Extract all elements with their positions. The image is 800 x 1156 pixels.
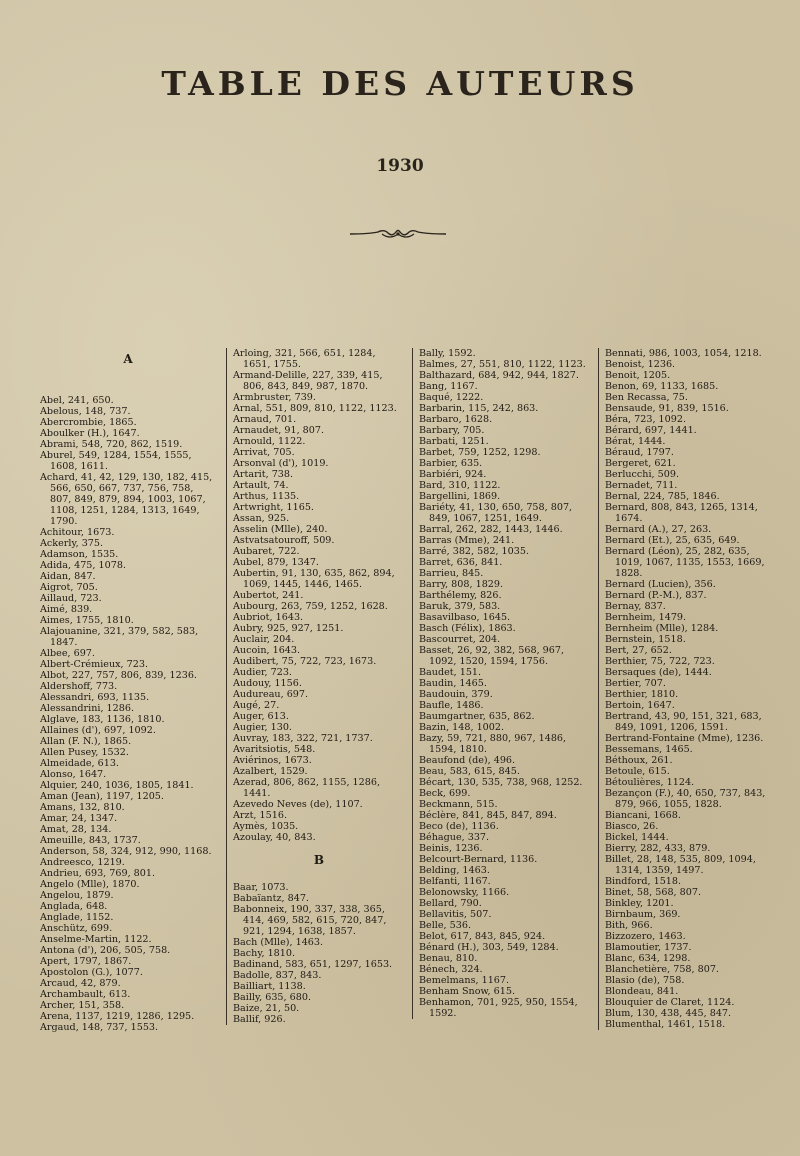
index-entry: Barbet, 759, 1252, 1298. (419, 447, 541, 458)
index-entry: Bellavitis, 507. (419, 909, 492, 920)
index-entry: Barbati, 1251. (419, 436, 489, 447)
index-entry: Amans, 132, 810. (40, 802, 125, 813)
index-entry: Abel, 241, 650. (40, 395, 114, 406)
index-entry: Barry, 808, 1829. (419, 579, 504, 590)
index-entry: Auger, 613. (233, 711, 289, 722)
index-entry: Berthier, 75, 722, 723. (605, 656, 715, 667)
index-entry: Barbary, 705. (419, 425, 485, 436)
index-entry: Basset, 26, 92, 382, 568, 967, 1092, 1520, 1594, 1756. (419, 645, 565, 667)
index-entry: Blondeau, 841. (605, 986, 679, 997)
index-entry: Baize, 21, 50. (233, 1003, 300, 1014)
index-entry: Arnaud, 701. (233, 414, 297, 425)
index-entry: Bernard, 808, 843, 1265, 1314, 1674. (605, 502, 758, 524)
index-entry: Blouquier de Claret, 1124. (605, 997, 735, 1008)
index-entry: Bertoin, 1647. (605, 700, 675, 711)
index-entry: Bemelmans, 1167. (419, 975, 510, 986)
index-entry: Beau, 583, 615, 845. (419, 766, 520, 777)
index-entry: Baqué, 1222. (419, 392, 484, 403)
index-entry: Aubel, 879, 1347. (233, 557, 319, 568)
index-entry: Betoule, 615. (605, 766, 670, 777)
index-entry: Barbier, 635. (419, 458, 483, 469)
index-entry: Argaud, 148, 737, 1553. (40, 1022, 159, 1033)
index-entry: Aburel, 549, 1284, 1554, 1555, 1608, 1611. (40, 450, 192, 472)
index-entry: Alessandri, 693, 1135. (40, 692, 150, 703)
index-entry: Amar, 24, 1347. (40, 813, 118, 824)
page-title: TABLE DES AUTEURS (161, 64, 639, 103)
index-entry: Aillaud, 723. (40, 593, 102, 604)
index-entry: Assan, 925. (233, 513, 290, 524)
index-entry: Babaïantz, 847. (233, 893, 309, 904)
index-entry: Aubertot, 241. (233, 590, 304, 601)
index-entry: Bernay, 837. (605, 601, 666, 612)
index-entry: Abercrombie, 1865. (40, 417, 137, 428)
index-entry: Aubaret, 722. (233, 546, 300, 557)
index-entry: Bailly, 635, 680. (233, 992, 311, 1003)
index-entry: Barbiéri, 924. (419, 469, 487, 480)
index-entry: Audibert, 75, 722, 723, 1673. (233, 656, 377, 667)
index-entry: Abelous, 148, 737. (40, 406, 131, 417)
index-column-3 (412, 348, 591, 1019)
index-entry: Alglave, 183, 1136, 1810. (40, 714, 165, 725)
index-entry: Bessemans, 1465. (605, 744, 693, 755)
index-entry: Aubourg, 263, 759, 1252, 1628. (233, 601, 388, 612)
index-entry: Arena, 1137, 1219, 1286, 1295. (40, 1011, 195, 1022)
index-entry: Bernard (Lucien), 356. (605, 579, 716, 590)
index-entry: Bang, 1167. (419, 381, 478, 392)
index-entry: Arloing, 321, 566, 651, 1284, 1651, 1755. (233, 348, 376, 370)
index-entry: Arnould, 1122. (233, 436, 306, 447)
index-entry: Aviérinos, 1673. (233, 755, 312, 766)
index-column-1 (40, 348, 216, 1033)
index-entry: Blumenthal, 1461, 1518. (605, 1019, 726, 1030)
index-entry: Aman (Jean), 1197, 1205. (40, 791, 164, 802)
index-entry: Bernard (Et.), 25, 635, 649. (605, 535, 740, 546)
index-entry: Adamson, 1535. (40, 549, 119, 560)
index-entry: Barré, 382, 582, 1035. (419, 546, 530, 557)
index-entry: Bard, 310, 1122. (419, 480, 501, 491)
index-entry: Bécart, 130, 535, 738, 968, 1252. (419, 777, 583, 788)
index-entry: Albot, 227, 757, 806, 839, 1236. (40, 670, 197, 681)
index-entry: Augier, 130. (233, 722, 292, 733)
index-entry: Bénard (H.), 303, 549, 1284. (419, 942, 559, 953)
index-entry: Archambault, 613. (40, 989, 131, 1000)
index-entry: Alquier, 240, 1036, 1805, 1841. (40, 780, 194, 791)
index-entry: Aymès, 1035. (233, 821, 299, 832)
index-entry: Bach (Mlle), 1463. (233, 937, 324, 948)
index-entry: Birnbaum, 369. (605, 909, 681, 920)
index-entry: Anglade, 1152. (40, 912, 114, 923)
index-entry: Baufle, 1486. (419, 700, 484, 711)
index-entry: Béra, 723, 1092. (605, 414, 687, 425)
index-entry: Bérard, 697, 1441. (605, 425, 697, 436)
index-entry: Arrivat, 705. (233, 447, 295, 458)
index-entry: Balthazard, 684, 942, 944, 1827. (419, 370, 579, 381)
index-entry: Adida, 475, 1078. (40, 560, 126, 571)
index-entry: Arcaud, 42, 879. (40, 978, 121, 989)
index-entry: Berthier, 1810. (605, 689, 679, 700)
section-letter: A (123, 352, 133, 366)
index-entry: Bernard (A.), 27, 263. (605, 524, 712, 535)
index-entry: Bally, 1592. (419, 348, 476, 359)
index-entry: Béthoux, 261. (605, 755, 673, 766)
index-entry: Bailliart, 1138. (233, 981, 306, 992)
index-column-4 (598, 348, 779, 1030)
index-entry: Baruk, 379, 583. (419, 601, 501, 612)
index-entry: Artwright, 1165. (233, 502, 314, 513)
index-entry: Baudet, 151. (419, 667, 482, 678)
index-entry: Abrami, 548, 720, 862, 1519. (40, 439, 183, 450)
index-entry: Barbarin, 115, 242, 863. (419, 403, 539, 414)
index-entry: Angelou, 1879. (40, 890, 114, 901)
index-entry: Belcourt-Bernard, 1136. (419, 854, 538, 865)
index-entry: Bernadet, 711. (605, 480, 678, 491)
index-entry: Apert, 1797, 1867. (40, 956, 132, 967)
index-entry: Bazin, 148, 1002. (419, 722, 505, 733)
flourish-ornament-icon (348, 226, 448, 242)
index-entry: Antona (d'), 206, 505, 758. (40, 945, 171, 956)
index-entry: Blasio (de), 758. (605, 975, 685, 986)
year-heading: 1930 (376, 156, 424, 176)
index-entry: Balmes, 27, 551, 810, 1122, 1123. (419, 359, 586, 370)
index-entry: Arthus, 1135. (233, 491, 300, 502)
index-entry: Bizzozero, 1463. (605, 931, 686, 942)
index-entry: Blanc, 634, 1298. (605, 953, 691, 964)
index-entry: Bezançon (F.), 40, 650, 737, 843, 879, 966, 1055, 1828. (605, 788, 766, 810)
index-entry: Azerad, 806, 862, 1155, 1286, 1441. (233, 777, 381, 799)
index-entry: Billet, 28, 148, 535, 809, 1094, 1314, 1359, 1497. (605, 854, 756, 876)
index-entry: Andreesco, 1219. (40, 857, 125, 868)
index-entry: Barrieu, 845. (419, 568, 484, 579)
index-entry: Avaritsiotis, 548. (233, 744, 316, 755)
index-entry: Asselin (Mlle), 240. (233, 524, 328, 535)
index-entry: Binet, 58, 568, 807. (605, 887, 702, 898)
index-entry: Aubry, 925, 927, 1251. (233, 623, 344, 634)
index-entry: Audureau, 697. (233, 689, 309, 700)
index-entry: Almeidade, 613. (40, 758, 119, 769)
index-entry: Belot, 617, 843, 845, 924. (419, 931, 546, 942)
index-entry: Béhague, 337. (419, 832, 490, 843)
index-entry: Benau, 810. (419, 953, 478, 964)
index-entry: Aboulker (H.), 1647. (40, 428, 140, 439)
index-entry: Bergeret, 621. (605, 458, 676, 469)
index-entry: Berlucchi, 509. (605, 469, 680, 480)
index-entry: Bétoulières, 1124. (605, 777, 695, 788)
index-entry: Bernstein, 1518. (605, 634, 686, 645)
index-entry: Bascourret, 204. (419, 634, 501, 645)
index-entry: Bernal, 224, 785, 1846. (605, 491, 720, 502)
index-entry: Béraud, 1797. (605, 447, 674, 458)
index-entry: Bazy, 59, 721, 880, 967, 1486, 1594, 1810. (419, 733, 567, 755)
index-entry: Achard, 41, 42, 129, 130, 182, 415, 566, 650, 667, 737, 756, 758, 807, 849, 879, 894, 1003, 1067, 1108, 1251, 1284, 1313, 1649, 1790. (40, 472, 213, 527)
index-entry: Barral, 262, 282, 1443, 1446. (419, 524, 563, 535)
index-entry: Ackerly, 375. (40, 538, 104, 549)
index-entry: Aldershoff, 773. (40, 681, 118, 692)
index-entry: Biancani, 1668. (605, 810, 681, 821)
index-entry: Belfanti, 1167. (419, 876, 491, 887)
index-entry: Baudin, 1465. (419, 678, 487, 689)
index-entry: Beaufond (de), 496. (419, 755, 516, 766)
index-entry: Allaines (d'), 697, 1092. (40, 725, 156, 736)
index-entry: Aubertin, 91, 130, 635, 862, 894, 1069, 1445, 1446, 1465. (233, 568, 395, 590)
index-entry: Achitour, 1673. (40, 527, 115, 538)
index-entry: Albert-Crémieux, 723. (40, 659, 148, 670)
index-entry: Artarit, 738. (233, 469, 294, 480)
index-entry: Anderson, 58, 324, 912, 990, 1168. (40, 846, 212, 857)
index-entry: Angelo (Mlle), 1870. (40, 879, 140, 890)
index-entry: Babonneix, 190, 337, 338, 365, 414, 469, 582, 615, 720, 847, 921, 1294, 1638, 1857. (233, 904, 387, 937)
index-entry: Baudouin, 379. (419, 689, 493, 700)
index-entry: Artault, 74. (233, 480, 289, 491)
index-entry: Bariéty, 41, 130, 650, 758, 807, 849, 1067, 1251, 1649. (419, 502, 573, 524)
index-entry: Bargellini, 1869. (419, 491, 501, 502)
author-index (40, 348, 780, 1108)
index-entry: Amat, 28, 134. (40, 824, 112, 835)
index-entry: Bindford, 1518. (605, 876, 682, 887)
index-entry: Belonowsky, 1166. (419, 887, 510, 898)
index-entry: Alajouanine, 321, 379, 582, 583, 1847. (40, 626, 199, 648)
index-entry: Biasco, 26. (605, 821, 659, 832)
index-entry: Alonso, 1647. (40, 769, 107, 780)
index-entry: Bickel, 1444. (605, 832, 669, 843)
index-entry: Blanchetière, 758, 807. (605, 964, 719, 975)
index-entry: Bertrand-Fontaine (Mme), 1236. (605, 733, 764, 744)
index-entry: Archer, 151, 358. (40, 1000, 125, 1011)
index-entry: Bersaques (de), 1444. (605, 667, 712, 678)
index-entry: Beinis, 1236. (419, 843, 483, 854)
index-entry: Benoit, 1205. (605, 370, 671, 381)
index-entry: Bertrand, 43, 90, 151, 321, 683, 849, 1091, 1206, 1591. (605, 711, 762, 733)
index-entry: Binkley, 1201. (605, 898, 674, 909)
index-entry: Allan (F. N.), 1865. (40, 736, 132, 747)
index-entry: Bénech, 324. (419, 964, 483, 975)
index-entry: Anschütz, 699. (40, 923, 113, 934)
index-entry: Bith, 966. (605, 920, 653, 931)
index-entry: Arnaudet, 91, 807. (233, 425, 325, 436)
index-entry: Bertier, 707. (605, 678, 666, 689)
index-entry: Ballif, 926. (233, 1014, 286, 1025)
index-entry: Baar, 1073. (233, 882, 289, 893)
index-entry: Allen Pusey, 1532. (40, 747, 129, 758)
index-entry: Basch (Félix), 1863. (419, 623, 516, 634)
index-entry: Benon, 69, 1133, 1685. (605, 381, 719, 392)
index-entry: Ben Recassa, 75. (605, 392, 688, 403)
index-entry: Azalbert, 1529. (233, 766, 308, 777)
index-entry: Aigrot, 705. (40, 582, 98, 593)
section-letter: B (313, 853, 325, 867)
index-entry: Bierry, 282, 433, 879. (605, 843, 711, 854)
index-entry: Barras (Mme), 241. (419, 535, 515, 546)
index-entry: Bernard (Léon), 25, 282, 635, 1019, 1067, 1135, 1553, 1669, 1828. (605, 546, 765, 579)
index-entry: Bennati, 986, 1003, 1054, 1218. (605, 348, 762, 359)
index-entry: Aubriot, 1643. (233, 612, 304, 623)
index-entry: Aimé, 839. (40, 604, 93, 615)
index-entry: Belding, 1463. (419, 865, 490, 876)
index-entry: Alessandrini, 1286. (40, 703, 135, 714)
index-entry: Azevedo Neves (de), 1107. (233, 799, 363, 810)
index-entry: Beco (de), 1136. (419, 821, 499, 832)
index-entry: Bellard, 790. (419, 898, 482, 909)
index-entry: Azoulay, 40, 843. (233, 832, 316, 843)
index-entry: Beckmann, 515. (419, 799, 498, 810)
index-entry: Audouy, 1156. (233, 678, 302, 689)
index-entry: Aucoin, 1643. (233, 645, 301, 656)
index-entry: Barbaro, 1628. (419, 414, 493, 425)
index-entry: Bérat, 1444. (605, 436, 666, 447)
index-entry: Arnal, 551, 809, 810, 1122, 1123. (233, 403, 397, 414)
index-entry: Blum, 130, 438, 445, 847. (605, 1008, 732, 1019)
index-entry: Beck, 699. (419, 788, 471, 799)
index-entry: Badinand, 583, 651, 1297, 1653. (233, 959, 393, 970)
index-column-2 (226, 348, 405, 1025)
index-entry: Benham Snow, 615. (419, 986, 516, 997)
index-entry: Arsonval (d'), 1019. (233, 458, 329, 469)
index-entry: Aimes, 1755, 1810. (40, 615, 134, 626)
index-entry: Bernheim, 1479. (605, 612, 687, 623)
index-entry: Bernheim (Mlle), 1284. (605, 623, 719, 634)
index-entry: Béclère, 841, 845, 847, 894. (419, 810, 557, 821)
index-entry: Benoist, 1236. (605, 359, 676, 370)
index-entry: Auclair, 204. (233, 634, 295, 645)
index-entry: Badolle, 837, 843. (233, 970, 322, 981)
index-entry: Astvatsatouroff, 509. (233, 535, 335, 546)
index-entry: Blamoutier, 1737. (605, 942, 692, 953)
index-entry: Benhamon, 701, 925, 950, 1554, 1592. (419, 997, 578, 1019)
index-entry: Armand-Delille, 227, 339, 415, 806, 843, 849, 987, 1870. (233, 370, 383, 392)
index-entry: Bensaude, 91, 839, 1516. (605, 403, 729, 414)
index-entry: Auvray, 183, 322, 721, 1737. (233, 733, 373, 744)
index-entry: Bernard (P.-M.), 837. (605, 590, 707, 601)
index-entry: Anselme-Martin, 1122. (40, 934, 152, 945)
index-entry: Barthélemy, 826. (419, 590, 502, 601)
index-entry: Bert, 27, 652. (605, 645, 672, 656)
index-entry: Apostolon (G.), 1077. (40, 967, 143, 978)
index-entry: Belle, 536. (419, 920, 472, 931)
index-entry: Aidan, 847. (40, 571, 96, 582)
index-entry: Augé, 27. (233, 700, 280, 711)
index-entry: Ameuille, 843, 1737. (40, 835, 141, 846)
index-entry: Anglada, 648. (40, 901, 108, 912)
index-entry: Audier, 723. (233, 667, 292, 678)
index-entry: Andrieu, 693, 769, 801. (40, 868, 156, 879)
index-entry: Albee, 697. (40, 648, 95, 659)
index-entry: Baumgartner, 635, 862. (419, 711, 535, 722)
index-entry: Arzt, 1516. (233, 810, 287, 821)
index-entry: Bachy, 1810. (233, 948, 296, 959)
index-entry: Armbruster, 739. (233, 392, 316, 403)
index-entry: Barret, 636, 841. (419, 557, 503, 568)
index-entry: Basavilbaso, 1645. (419, 612, 511, 623)
